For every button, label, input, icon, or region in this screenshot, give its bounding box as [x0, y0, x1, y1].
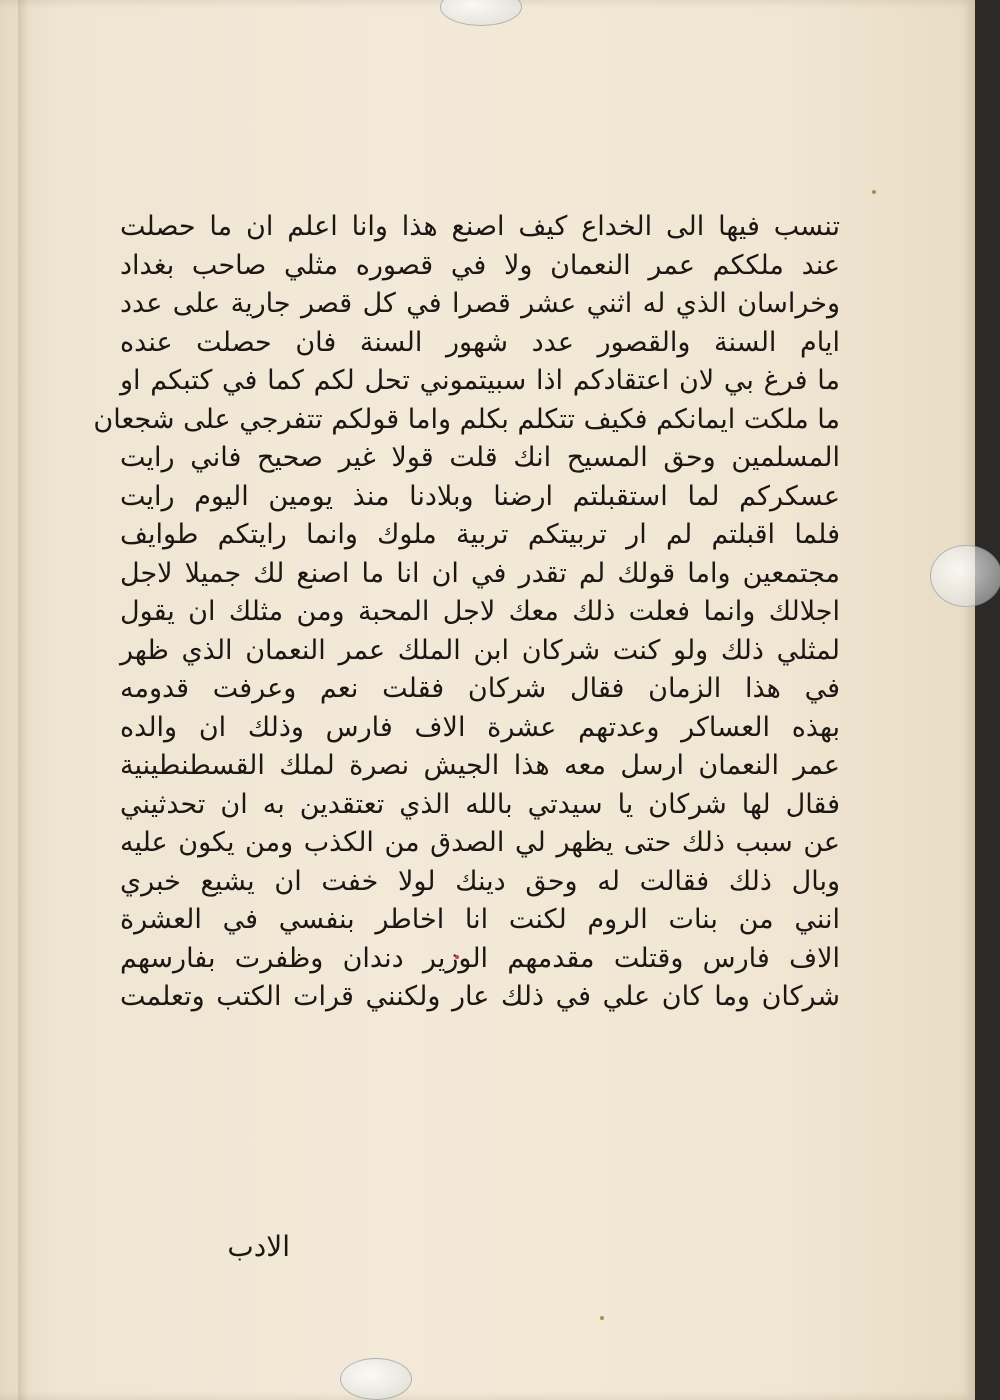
page-clip-bottom: [340, 1358, 412, 1400]
manuscript-line: انني من بنات الروم لكنت انا اخاطر بنفسي في العشرة: [120, 904, 840, 935]
manuscript-line: فلما اقبلتم لم ار تربيتكم تربية ملوك وانما رايتكم طوايف: [120, 519, 840, 550]
page-clip-top: [440, 0, 522, 26]
manuscript-line: ايام السنة والقصور عدد شهور السنة فان حصلت عنده: [120, 326, 840, 358]
manuscript-line: ما فرغ بي لان اعتقادكم اذا سبيتموني تحل لكم كما في كتبكم او: [120, 365, 840, 396]
manuscript-line: ما ملكت ايمانكم فكيف تتكلم بكلم واما قولكم تتفرجي على شجعان: [93, 403, 840, 435]
paper-spot: [872, 190, 876, 194]
manuscript-line: الاف فارس وقتلت مقدمهم الوزير دندان وظفرت بفارسهم: [120, 942, 840, 974]
manuscript-line: عمر النعمان ارسل معه هذا الجيش نصرة لملك القسطنطينية: [120, 750, 840, 781]
manuscript-line: بهذه العساكر وعدتهم عشرة الاف فارس وذلك ان والده: [120, 711, 840, 743]
catchword: الادب: [227, 1230, 290, 1263]
manuscript-text-block: [93, 208, 840, 1017]
manuscript-line: المسلمين وحق المسيح انك قلت قولا غير صحيح فاني رايت: [120, 442, 840, 473]
manuscript-line: مجتمعين واما قولك لم تقدر في ان انا ما اصنع لك جميلا لاجل: [120, 557, 840, 589]
manuscript-line: عند ملككم عمر النعمان ولا في قصوره مثلي صاحب بغداد: [120, 249, 840, 281]
manuscript-line: لمثلي ذلك ولو كنت شركان ابن الملك عمر النعمان الذي ظهر: [120, 634, 840, 666]
manuscript-line: فقال لها شركان يا سيدتي بالله الذي تعتقدين به ان تحدثيني: [120, 788, 840, 820]
manuscript-line: اجلالك وانما فعلت ذلك معك لاجل المحبة ومن مثلك ان يقول: [120, 596, 840, 627]
manuscript-line: وخراسان الذي له اثني عشر قصرا في كل قصر جارية على عدد: [120, 288, 840, 319]
manuscript-line: عن سبب ذلك حتى يظهر لي الصدق من الكذب ومن يكون عليه: [120, 827, 840, 858]
manuscript-line: وبال ذلك فقالت له وحق دينك لولا خفت ان يشيع خبري: [120, 865, 840, 897]
paper-spot: [600, 1316, 604, 1320]
manuscript-line: في هذا الزمان فقال شركان فقلت نعم وعرفت قدومه: [120, 673, 840, 704]
manuscript-line: تنسب فيها الى الخداع كيف اصنع هذا وانا اعلم ان ما حصلت: [120, 211, 840, 242]
page-clip-right: [930, 545, 1000, 607]
manuscript-line: شركان وما كان علي في ذلك عار ولكنني قرات الكتب وتعلمت: [120, 981, 840, 1012]
manuscript-line: عسكركم لما استقبلتم ارضنا وبلادنا منذ يومين اليوم رايت: [120, 480, 840, 512]
page-gutter-shadow: [18, 0, 28, 1400]
